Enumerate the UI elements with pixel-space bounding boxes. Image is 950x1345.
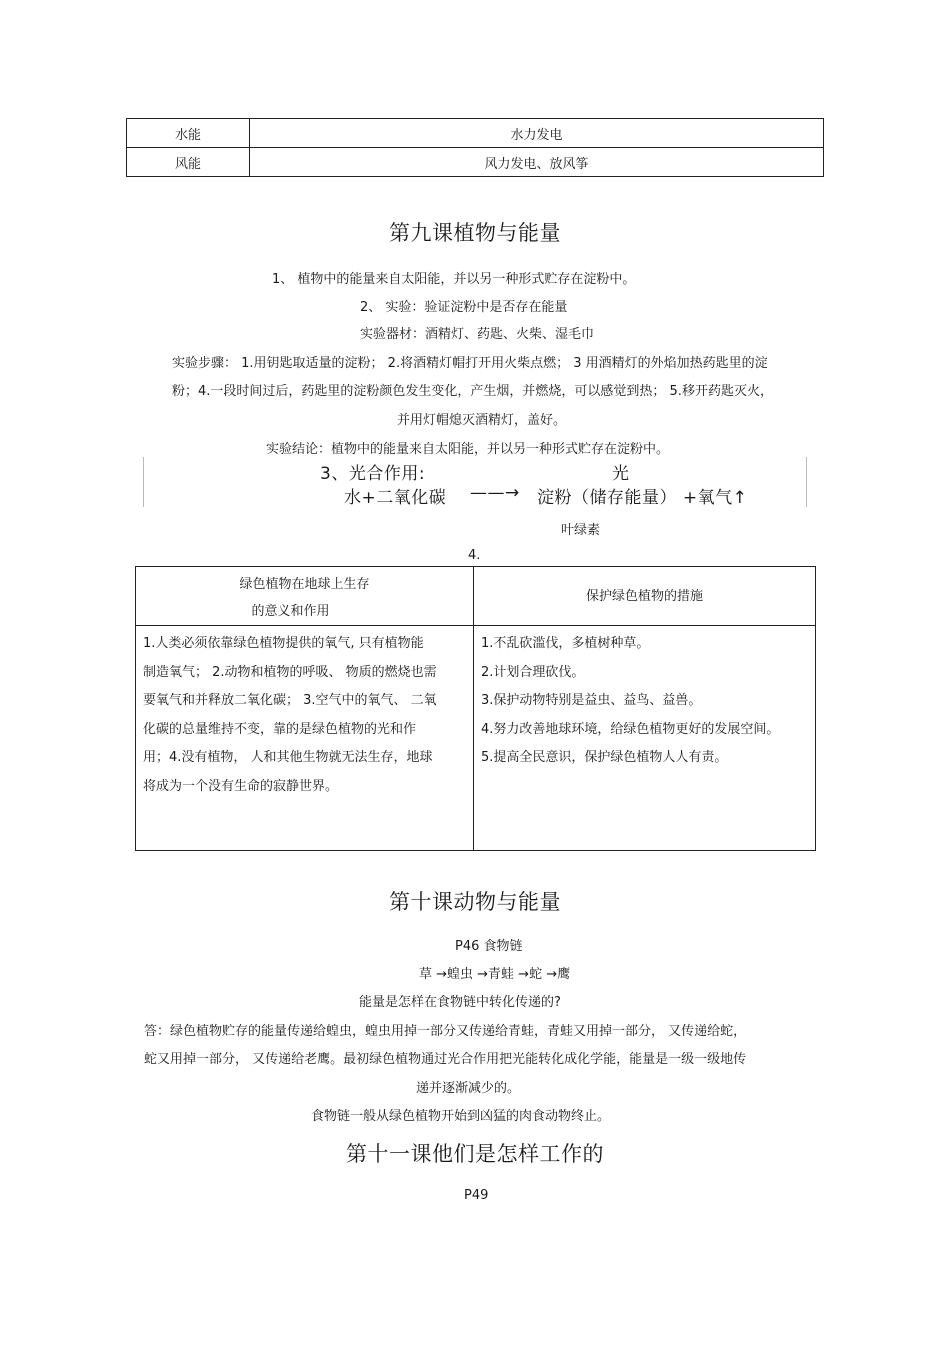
lesson9-steps-line2: 粉；4.一段时间过后，药匙里的淀粉颜色发生变化，产生烟，并燃烧，可以感觉到热； 5.移开药匙灭火， — [172, 384, 773, 399]
lesson10-answer-line3: 递并逐渐减少的。 — [416, 1081, 521, 1096]
list-item: 1.不乱砍滥伐，多植树种草。 — [481, 636, 650, 651]
list-item: 3.保护动物特别是益虫、益鸟、益兽。 — [481, 693, 702, 708]
photosynthesis-arrow: ——→ — [470, 483, 520, 503]
plant-table-header-left — [136, 567, 474, 626]
plant-table — [135, 566, 816, 851]
list-item: 化碳的总量维持不变，靠的是绿色植物的光和作 — [143, 721, 417, 737]
divider-line — [143, 457, 144, 507]
energy-use-cell: 风力发电、放风筝 — [250, 148, 824, 177]
table-header-row — [136, 567, 816, 626]
list-item: 1.人类必须依靠绿色植物提供的氧气, 只有植物能 — [143, 636, 424, 651]
list-item: 制造氧气； 2.动物和植物的呼吸、 物质的燃烧也需 — [143, 664, 437, 680]
list-item: 4.努力改善地球环境，给绿色植物更好的发展空间。 — [481, 721, 780, 737]
plant-protection-cell — [474, 626, 816, 851]
table-row — [136, 626, 816, 851]
photosynthesis-label: 3、光合作用: — [320, 464, 426, 484]
list-item: 5.提高全民意识，保护绿色植物人人有责。 — [481, 750, 728, 765]
energy-type-cell: 水能 — [127, 119, 250, 148]
list-item: 将成为一个没有生命的寂静世界。 — [143, 778, 339, 794]
table-row — [127, 148, 824, 177]
header-left-line1: 绿色植物在地球上生存 — [239, 577, 370, 592]
table-row — [127, 119, 824, 148]
plant-table-header-right: 保护绿色植物的措施 — [474, 567, 816, 626]
list-item: 2.计划合理砍伐。 — [481, 664, 585, 680]
energy-table — [126, 118, 824, 177]
lesson9-item2: 2、 实验：验证淀粉中是否存在能量 — [360, 300, 568, 315]
photosynthesis-light: 光 — [612, 464, 630, 484]
lesson10-title: 第十课动物与能量 — [389, 890, 561, 914]
lesson10-answer-line1: 答：绿色植物贮存的能量传递给蝗虫，蝗虫用掉一部分又传递给青蛙，青蛙又用掉一部分， 又传递给蛇， — [144, 1024, 747, 1039]
lesson9-steps-line3: 并用灯帽熄灭酒精灯，盖好。 — [397, 413, 567, 428]
lesson11-title: 第十一课他们是怎样工作的 — [346, 1142, 604, 1166]
lesson9-materials: 实验器材：酒精灯、药匙、火柴、湿毛巾 — [360, 327, 595, 342]
lesson9-conclusion: 实验结论：植物中的能量来自太阳能，并以另一种形式贮存在淀粉中。 — [266, 442, 670, 457]
photosynthesis-chlorophyll: 叶绿素 — [561, 523, 601, 538]
lesson9-item4: 4. — [468, 548, 481, 563]
header-left-line2: 的意义和作用 — [251, 604, 330, 619]
list-item: 用；4.没有植物， 人和其他生物就无法生存，地球 — [143, 750, 433, 765]
divider-line — [806, 457, 807, 507]
lesson9-title: 第九课植物与能量 — [389, 221, 561, 245]
food-chain: 草 →蝗虫 →青蛙 →蛇 →鹰 — [419, 967, 571, 982]
lesson11-page-ref: P49 — [464, 1188, 489, 1203]
lesson10-answer-line2: 蛇又用掉一部分， 又传递给老鹰。最初绿色植物通过光合作用把光能转化成化学能，能量是一级一级地传 — [144, 1052, 747, 1067]
photosynthesis-reactants: 水+二氧化碳 — [344, 488, 447, 508]
lesson10-note: 食物链一般从绿色植物开始到凶猛的肉食动物终止。 — [311, 1109, 611, 1124]
photosynthesis-products: 淀粉（储存能量） +氧气↑ — [537, 488, 748, 508]
lesson9-steps-line1: 实验步骤： 1.用钥匙取适量的淀粉； 2.将酒精灯帽打开用火柴点燃； 3 用酒精灯的外焰加热药匙里的淀 — [172, 356, 768, 371]
lesson10-question: 能量是怎样在食物链中转化传递的? — [359, 995, 561, 1010]
plant-significance-cell — [136, 626, 474, 851]
list-item: 要氧气和并释放二氧化碳； 3.空气中的氧气、 二氧 — [143, 693, 437, 708]
lesson9-item1: 1、 植物中的能量来自太阳能，并以另一种形式贮存在淀粉中。 — [272, 272, 636, 287]
lesson10-page-ref: P46 食物链 — [455, 939, 523, 954]
energy-use-cell: 水力发电 — [250, 119, 824, 148]
energy-type-cell: 风能 — [127, 148, 250, 177]
